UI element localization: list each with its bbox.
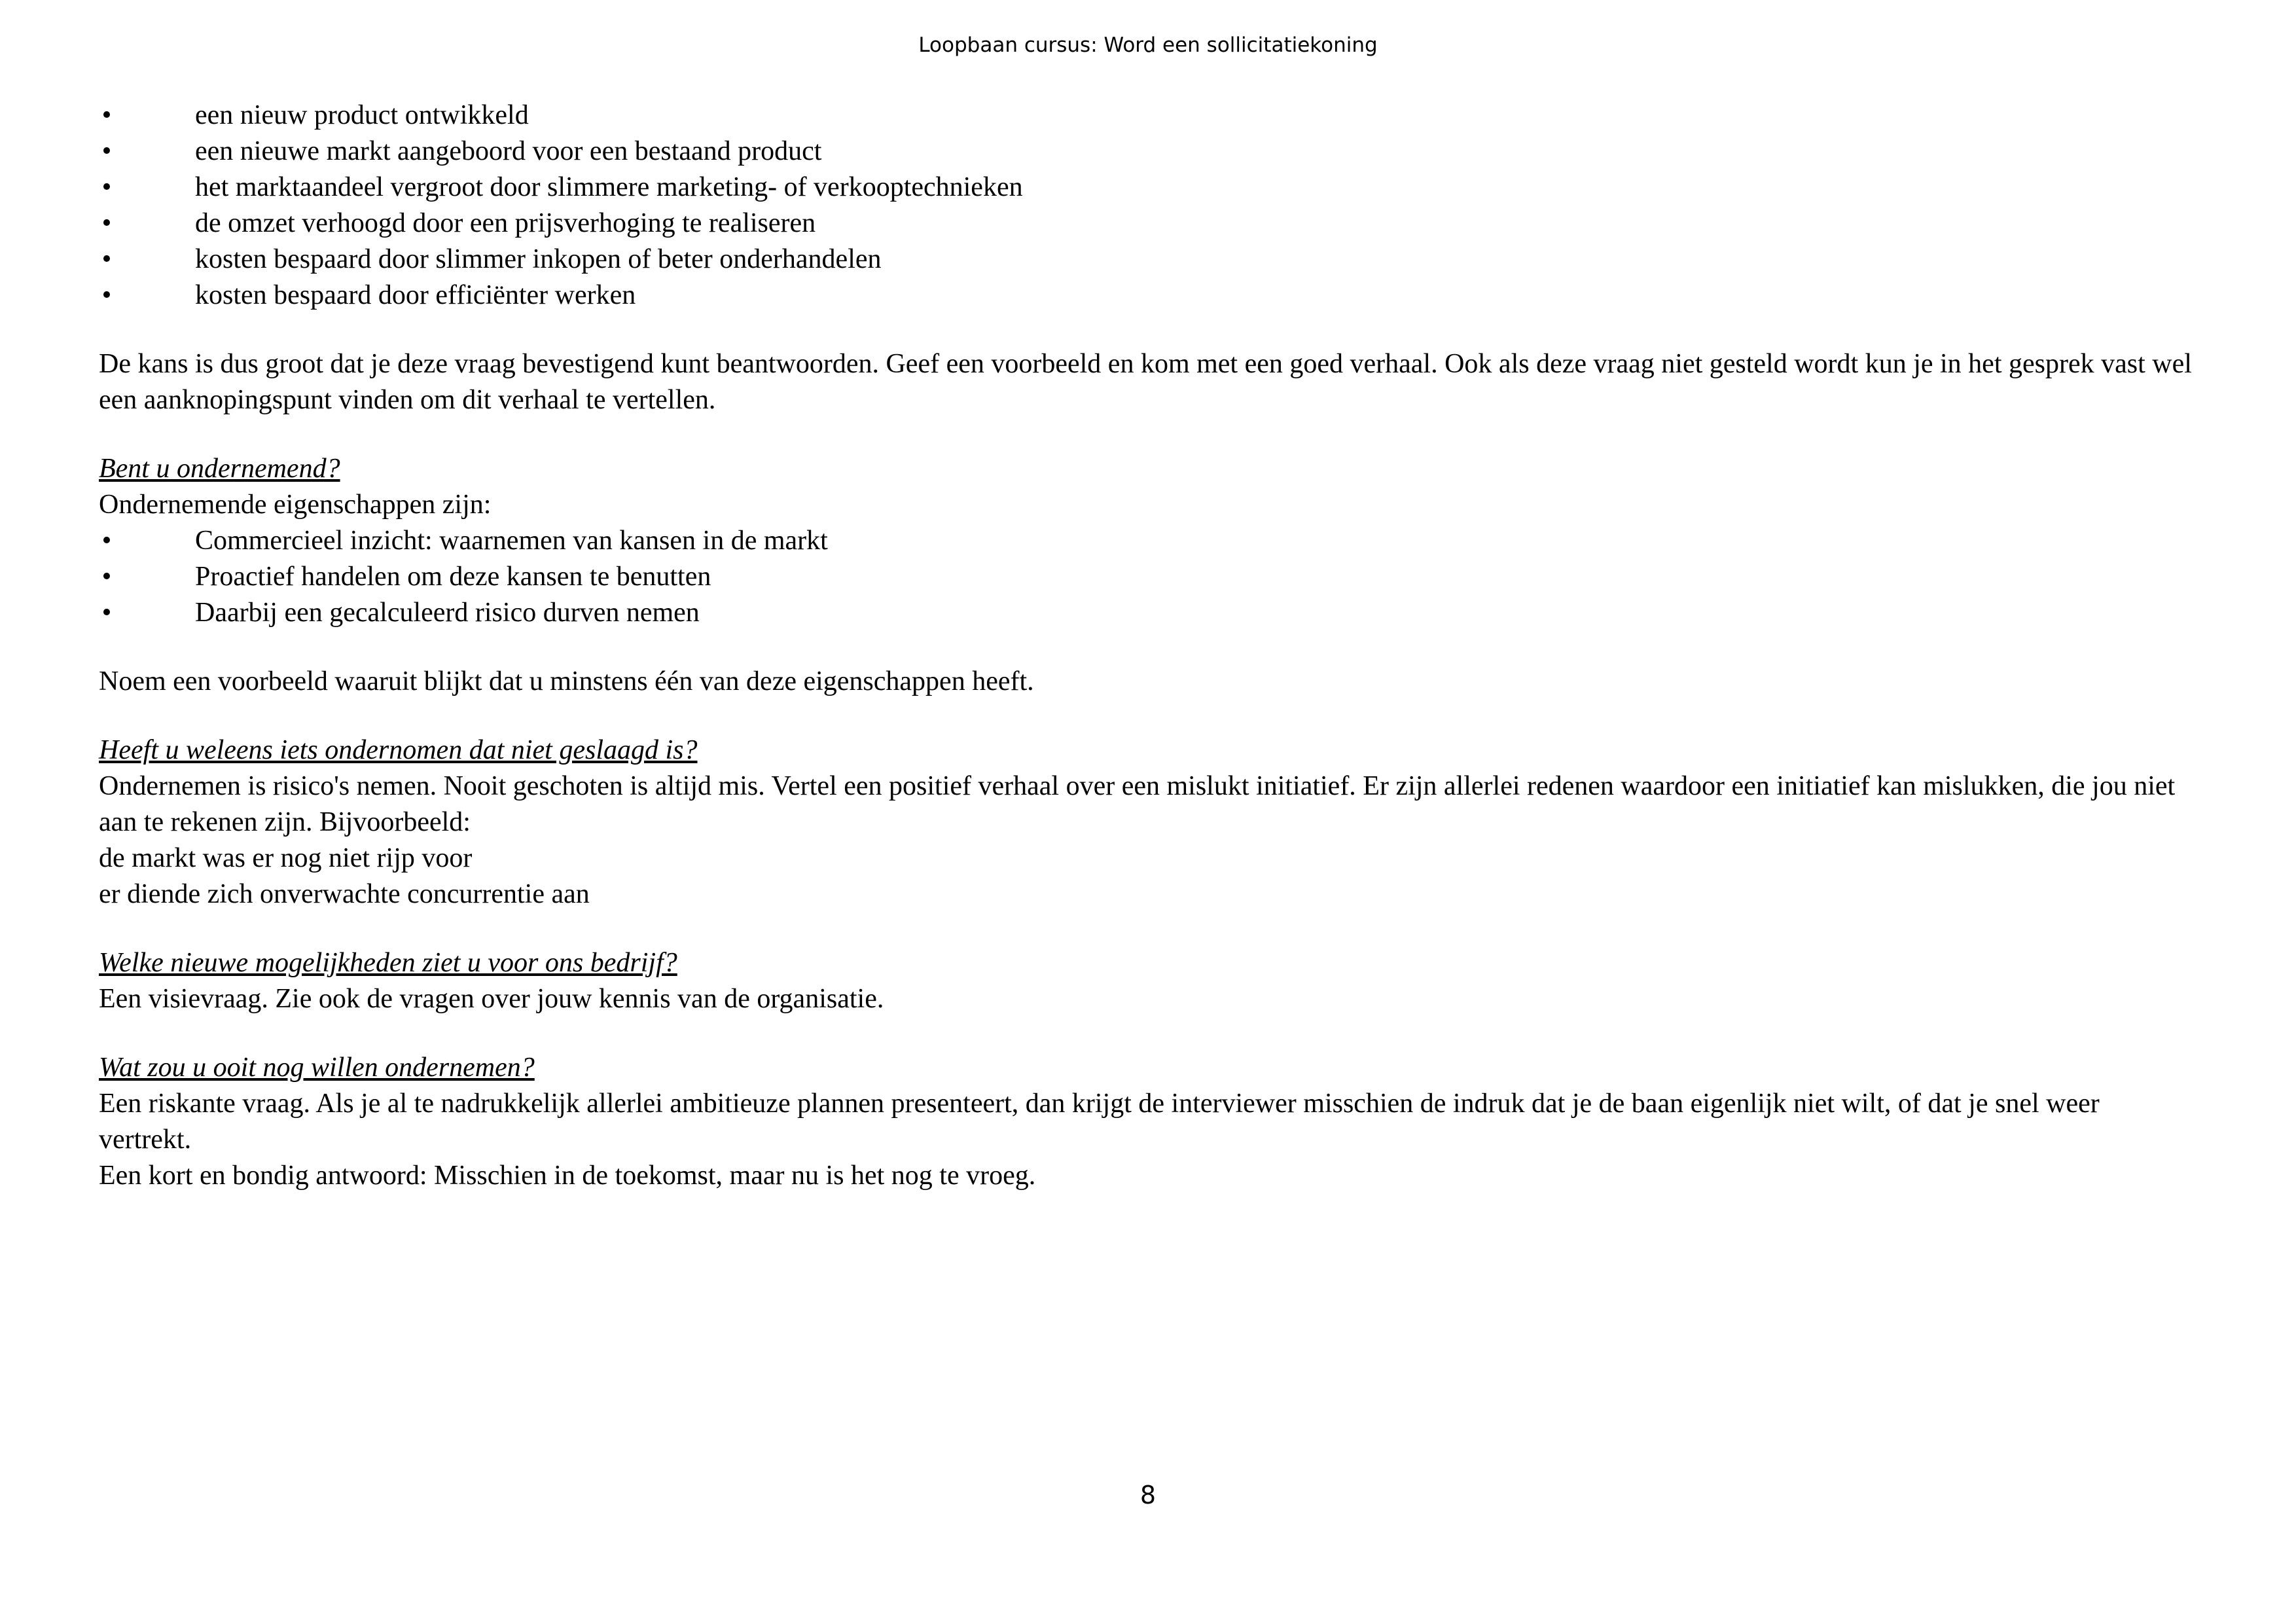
list-item [99,242,2193,278]
intro-bullet-list [99,98,2193,314]
list-item-text: een nieuw product ontwikkeld [195,100,529,130]
section-future-ventures [99,1050,2193,1194]
section-new-opportunities [99,945,2193,1017]
spacer [99,1017,2193,1050]
list-item-text: een nieuwe markt aangeboord voor een bestaand product [195,136,822,166]
section-failed-initiative [99,732,2193,912]
bullet-icon: • [101,280,112,310]
section-heading: Heeft u weleens iets ondernomen dat niet geslaagd is? [99,735,698,765]
list-item [99,278,2193,314]
spacer [99,700,2193,732]
example-line: er diende zich onverwachte concurrentie aan [99,879,590,909]
list-item [99,206,2193,242]
bullet-icon: • [101,100,112,130]
section-closing: Noem een voorbeeld waaruit blijkt dat u minstens één van deze eigenschappen heeft. [99,666,1034,696]
page-number: 8 [1139,1481,1157,1509]
spacer [99,631,2193,664]
list-item-text: Proactief handelen om deze kansen te benutten [195,562,711,592]
intro-paragraph: De kans is dus groot dat je deze vraag bevestigend kunt beantwoorden. Geef een voorbeeld en kom met een goed verhaal. Ook als deze vraag niet gesteld wordt kun je in het gesprek vast wel een aanknopingspunt vinden om dit verhaal te vertellen. [99,349,2192,415]
section-body: Een visievraag. Zie ook de vragen over jouw kennis van de organisatie. [99,984,884,1014]
bullet-icon: • [101,208,112,238]
bullet-icon: • [101,526,112,556]
spacer [99,314,2193,346]
section-body: Ondernemen is risico's nemen. Nooit geschoten is altijd mis. Vertel een positief verhaal over een mislukt initiatief. Er zijn allerlei redenen waardoor een initiatief kan mislukken, die jou niet aan te rekenen zijn. Bijvoorbeeld: [99,771,2176,837]
list-item [99,170,2193,206]
bullet-icon: • [101,172,112,202]
page-content [99,98,2193,1194]
traits-bullet-list [99,523,2193,631]
list-item [99,134,2193,170]
bullet-icon: • [101,562,112,592]
section-entrepreneurial [99,451,2193,700]
section-heading: Bent u ondernemend? [99,454,340,484]
list-item [99,559,2193,595]
list-item [99,595,2193,631]
bullet-icon: • [101,598,112,628]
section-closing: Een kort en bondig antwoord: Misschien in de toekomst, maar nu is het nog te vroeg. [99,1161,1036,1191]
section-heading: Welke nieuwe mogelijkheden ziet u voor ons bedrijf? [99,948,677,978]
list-item-text: het marktaandeel vergroot door slimmere marketing- of verkooptechnieken [195,172,1023,202]
list-item-text: kosten bespaard door efficiënter werken [195,280,636,310]
list-item [99,98,2193,134]
spacer [99,912,2193,945]
bullet-icon: • [101,136,112,166]
section-body: Een riskante vraag. Als je al te nadrukkelijk allerlei ambitieuze plannen presenteert, dan krijgt de interviewer misschien de indruk dat je de baan eigenlijk niet wilt, of dat je snel weer vertrekt. [99,1089,2100,1155]
list-item-text: de omzet verhoogd door een prijsverhoging te realiseren [195,208,816,238]
example-line: de markt was er nog niet rijp voor [99,843,473,873]
list-item-text: Daarbij een gecalculeerd risico durven nemen [195,598,700,628]
list-item-text: kosten bespaard door slimmer inkopen of beter onderhandelen [195,244,882,274]
page-header: Loopbaan cursus: Word een sollicitatiekoning [918,33,1378,57]
list-item [99,523,2193,559]
list-item-text: Commercieel inzicht: waarnemen van kansen in de markt [195,526,828,556]
spacer [99,418,2193,451]
section-intro: Ondernemende eigenschappen zijn: [99,490,492,520]
section-heading: Wat zou u ooit nog willen ondernemen? [99,1053,535,1083]
bullet-icon: • [101,244,112,274]
